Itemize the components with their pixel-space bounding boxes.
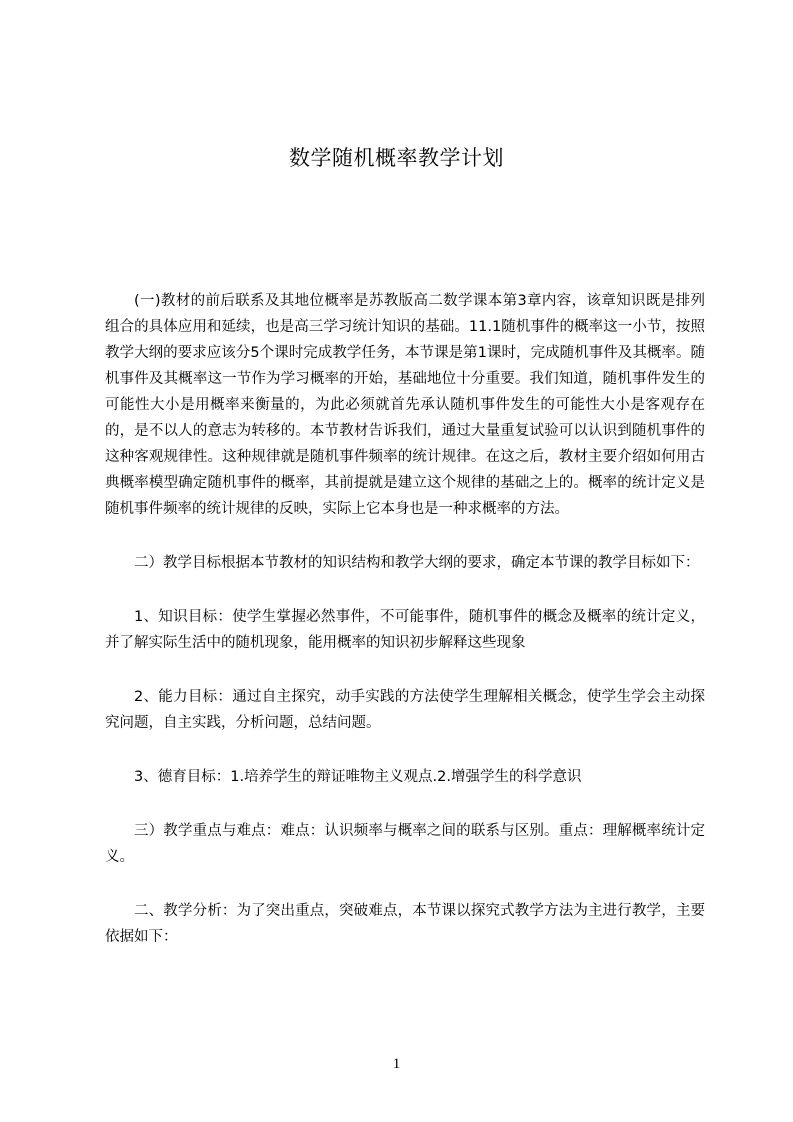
paragraph-key-points: 三）教学重点与难点：难点：认识频率与概率之间的联系与区别。重点：理解概率统计定义。 [105, 823, 705, 865]
paragraph-spacer [105, 870, 705, 898]
paragraph-spacer [105, 522, 705, 550]
paragraph-knowledge-objective: 1、知识目标：使学生掌握必然事件，不可能事件，随机事件的概念及概率的统计定义，并了解实际生活中的随机现象，能用概率的知识初步解释这些现象 [105, 609, 705, 651]
document-body [105, 288, 705, 950]
paragraph-spacer [105, 790, 705, 818]
paragraph-moral-objective: 3、德育目标：1.培养学生的辩证唯物主义观点.2.增强学生的科学意识 [134, 769, 582, 785]
paragraph-spacer [105, 656, 705, 684]
paragraph-teaching-objectives: 二）教学目标根据本节教材的知识结构和教学大纲的要求，确定本节课的教学目标如下： [134, 555, 700, 571]
paragraph-textbook-context: (一)教材的前后联系及其地位概率是苏教版高二数学课本第3章内容，该章知识既是排列组合的具体应用和延续，也是高三学习统计知识的基础。11.1随机事件的概率这一小节，按照教学大纲的要求应该分5个课时完成教学任务，本节课是第1课时，完成随机事件及其概率。随机事件及其概率这一节作为学习概率的开始，基础地位十分重要。我们知道，随机事件发生的可能性大小是用概率来衡量的，为此必须就首先承认随机事件发生的可能性大小是客观存在的，是不以人的意志为转移的。本节教材告诉我们，通过大量重复试验可以认识到随机事件的这种客观规律性。这种规律就是随机事件频率的统计规律。在这之后，教材主要介绍如何用古典概率模型确定随机事件的概率，其前提就是建立这个规律的基础之上的。概率的统计定义是随机事件频率的统计规律的反映，实际上它本身也是一种求概率的方法。 [105, 293, 705, 517]
paragraph-ability-objective: 2、能力目标：通过自主探究，动手实践的方法使学生理解相关概念，使学生学会主动探究问题，自主实践，分析问题，总结问题。 [105, 689, 705, 731]
paragraph-spacer [105, 736, 705, 764]
page-number: 1 [392, 1056, 401, 1072]
document-title: 数学随机概率教学计划 [289, 146, 504, 170]
paragraph-spacer [105, 576, 705, 604]
paragraph-teaching-analysis: 二、教学分析：为了突出重点，突破难点，本节课以探究式教学方法为主进行教学，主要依据如下： [105, 903, 705, 945]
